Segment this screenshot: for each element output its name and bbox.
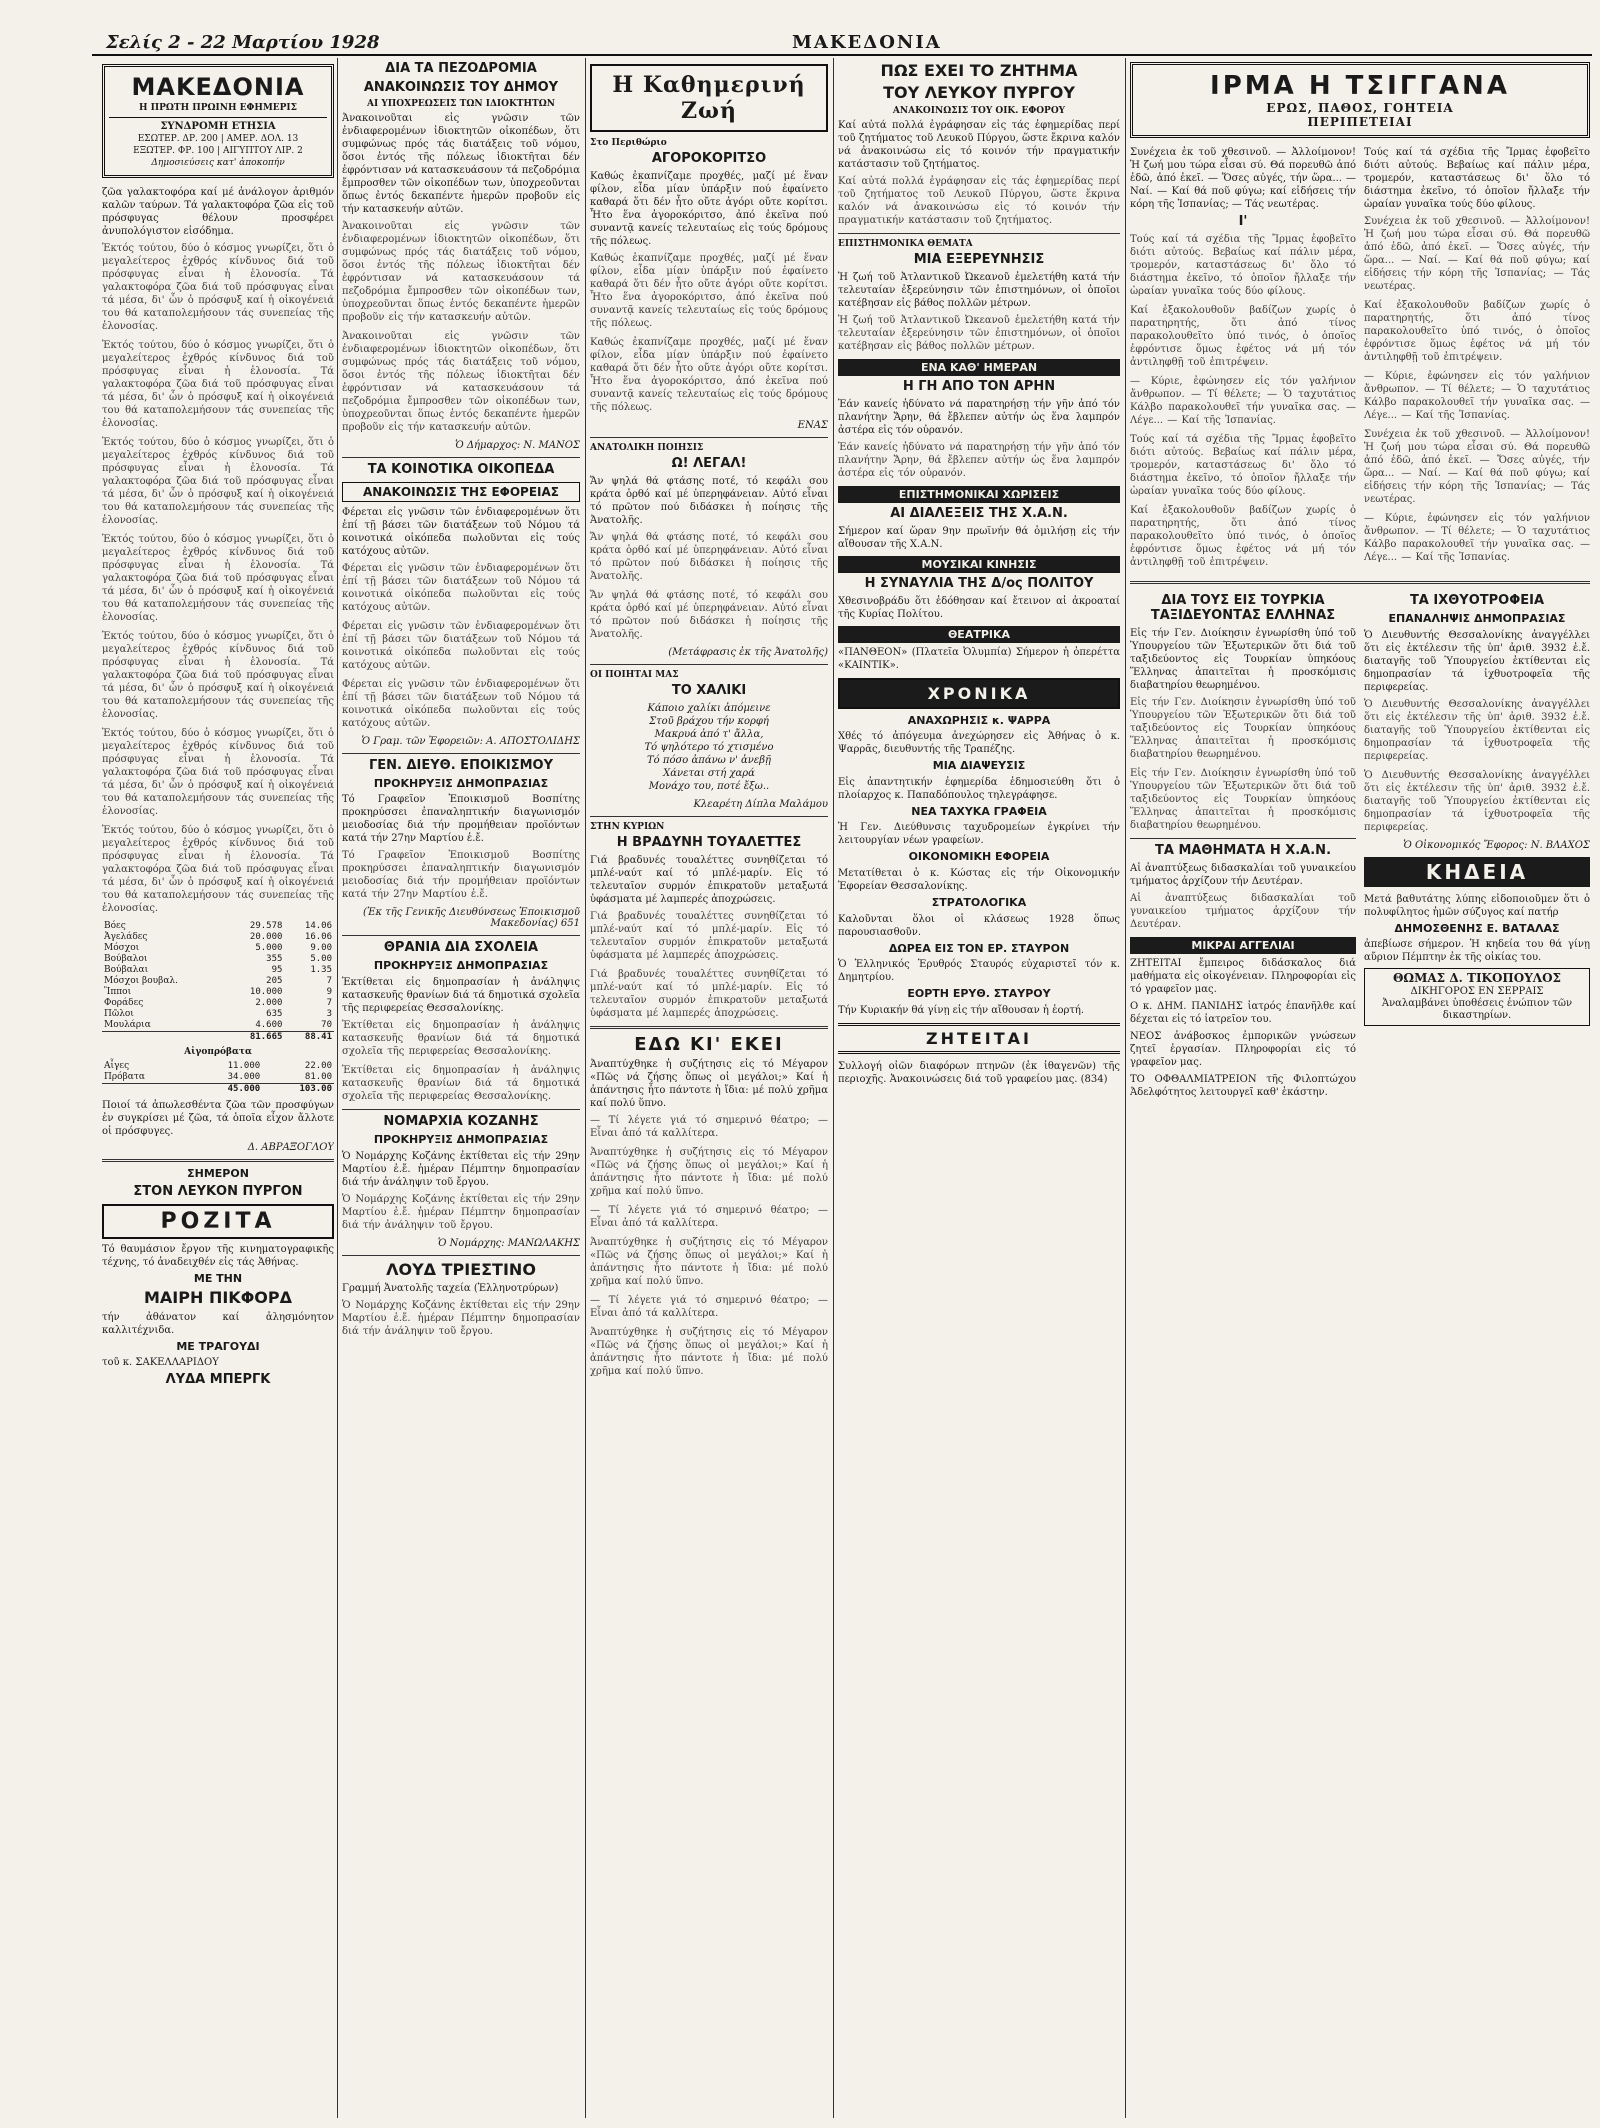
table-cell: 635 — [266, 1009, 283, 1019]
funeral-text: Μετά βαθυτάτης λύπης εἰδοποιοῦμεν ὅτι ὁ πολυφίλητος ἡμῶν σύζυγος καί πατήρ — [1364, 893, 1590, 918]
section-subheading: ΠΡΟΚΗΡΥΞΙΣ ΔΗΜΟΠΡΑΣΙΑΣ — [373, 776, 549, 790]
section-heading: ΕΔΩ ΚΙ' ΕΚΕΙ — [634, 1033, 784, 1055]
article-text: Ἐκτός τούτου, δύο ὁ κόσμος γνωρίζει, ὅτι ὁ μεγαλείτερος ἐχθρός κίνδυνος διά τοῦ πρόσφυγας εἶναι ἡ ἑλονοσία. Τά γαλακτοφόρα ζῶα διά τοῦ πρόσφυγας εἶναι τά μέσα, δι' ὧν ὁ πρόσφυξ καί ἡ οἰκογένειά του θά καταπολεμήσουν τάς συνεπείας τῆς ἑλονοσίας. — [102, 437, 334, 526]
poem-line: Τό πόσο ἀπάνω ν' ἀνεβῇ — [647, 754, 771, 766]
section-kicker: ΣΤΗΝ ΚΥΡΙΩΝ — [590, 821, 665, 832]
boxed-kicker: ΕΠΙΣΤΗΜΟΝΙΚΑΙ ΧΩΡΙΣΕΙΣ — [838, 486, 1120, 503]
table-cell: Πρόβατα — [104, 1072, 145, 1082]
signature: Ὁ Οἰκονομικός Ἔφορος: Ν. ΒΛΑΧΟΣ — [1403, 839, 1590, 851]
star-name: ΜΑΙΡΗ ΠΙΚΦΟΡΔ — [144, 1288, 292, 1308]
boxed-kicker: ΕΝΑ ΚΑΘ' ΗΜΕΡΑΝ — [838, 359, 1120, 376]
deceased-name: ΔΗΜΟΣΘΕΝΗΣ Ε. ΒΑΤΑΛΑΣ — [1394, 921, 1560, 935]
column-rule — [337, 58, 338, 2118]
section-heading: ΤΑ ΙΧΘΥΟΤΡΟΦΕΙΑ — [1409, 592, 1545, 608]
article-text: Φέρεται εἰς γνῶσιν τῶν ἐνδιαφερομένων ὅτι ἐπί τῇ βάσει τῶν διατάξεων τοῦ Νόμου τά κοινοτικά οἰκόπεδα πωλοῦνται εἰς τούς κατόχους αὐτῶν. — [342, 506, 580, 557]
ad-line: Ἀναλαμβάνει ὑποθέσεις ἐνώπιον τῶν δικαστηρίων. — [1381, 998, 1573, 1022]
masthead-subtitle: Η ΠΡΩΤΗ ΠΡΩΙΝΗ ΕΦΗΜΕΡΙΣ — [139, 103, 297, 113]
serial-text: Συνέχεια ἐκ τοῦ χθεσινοῦ. — Ἀλλοίμονον! Ἡ ζωή μου τώρα εἶσαι σύ. Θά πορευθῶ ἀπό ἐδῶ, ἀπό ἐκεῖ. — Ὅσες αὐγές, τήν ὥρα... — Ναί. — Καί θά ποῦ φύγω; καί εἰδήσεις τήν κόρη τῆς Ἰσπανίας; — Τάς νεωτέρας. — [1364, 429, 1590, 505]
article-text: Ἀναπτύχθηκε ἡ συζήτησις εἰς τό Μέγαρον «Πῶς νά ζήσης ὅπως οἱ μεγάλοι;» Καί ἡ ἀπάντησις ἦτο πάντοτε ἡ ἴδια: μέ πολύ χρῆμα καί πολύ ὕπνο. — [590, 1237, 828, 1288]
table-row — [102, 1084, 334, 1096]
article-text: Ἐκτός τούτου, δύο ὁ κόσμος γνωρίζει, ὅτι ὁ μεγαλείτερος ἐχθρός κίνδυνος διά τοῦ πρόσφυγας εἶναι ἡ ἑλονοσία. Τά γαλακτοφόρα ζῶα διά τοῦ πρόσφυγας εἶναι τά μέσα, δι' ὧν ὁ πρόσφυξ καί ἡ οἰκογένειά του θά καταπολεμήσουν τάς συνεπείας τῆς ἑλονοσίας. — [102, 243, 334, 332]
serial-subtitle: ΕΡΩΣ, ΠΑΘΟΣ, ΓΟΗΤΕΙΑ — [1266, 101, 1454, 115]
divider — [590, 437, 828, 438]
goats-table — [102, 1061, 334, 1095]
masthead-box — [102, 64, 334, 178]
section-heading: ΘΡΑΝΙΑ ΔΙΑ ΣΧΟΛΕΙΑ — [383, 940, 539, 956]
table-cell: Αἶγες — [104, 1061, 130, 1071]
article-text: Αἱ ἀναπτύξεως διδασκαλίαι τοῦ γυναικείου τμήματος ἀρχίζουν τήν Δευτέραν. — [1130, 892, 1356, 930]
signature: Κλεαρέτη Δίπλα Μαλάμου — [693, 798, 828, 810]
table-cell: 95 — [271, 965, 283, 975]
article-text: Ἐάν κανείς ἠδύνατο νά παρατηρήσῃ τήν γῆν ἀπό τόν πλανήτην Ἄρην, θά ἔβλεπεν αὐτήν ὡς ἕνα λαμπρόν ἀστέρα εἰς τόν οὐρανόν. — [838, 441, 1120, 479]
lower-section — [1130, 590, 1590, 1103]
news-text: Εἰς ἀπαντητικήν ἐφημερίδα ἐδημοσιεύθη ὅτι ὁ πλοίαρχος κ. Παπαδόπουλος τηλεγράφησε. — [838, 776, 1120, 801]
article-text: Ἐκτός τούτου, δύο ὁ κόσμος γνωρίζει, ὅτι ὁ μεγαλείτερος ἐχθρός κίνδυνος διά τοῦ πρόσφυγας εἶναι ἡ ἑλονοσία. Τά γαλακτοφόρα ζῶα διά τοῦ πρόσφυγας εἶναι τά μέσα, δι' ὧν ὁ πρόσφυξ καί ἡ οἰκογένειά του θά καταπολεμήσουν τάς συνεπείας τῆς ἑλονοσίας. — [102, 728, 334, 817]
table-row — [102, 1020, 334, 1032]
table-row — [102, 921, 334, 932]
serial-column — [1364, 146, 1590, 575]
section-kicker: ΑΝΑΤΟΛΙΚΗ ΠΟΙΗΣΙΣ — [590, 442, 704, 453]
divider — [590, 816, 828, 817]
table-cell: 11.000 — [227, 1061, 261, 1071]
column-rule — [1125, 58, 1126, 2118]
column-5 — [1130, 58, 1590, 2118]
table-cell: 1.35 — [310, 965, 332, 975]
news-text: Μετατίθεται ὁ κ. Κώστας εἰς τήν Οἰκονομικήν Ἐφορείαν Θεσσαλονίκης. — [838, 868, 1120, 893]
page-header — [92, 30, 1592, 56]
table-row — [102, 943, 334, 954]
news-heading: ΜΙΑ ΔΙΑΨΕΥΣΙΣ — [932, 759, 1026, 773]
table-row — [102, 1061, 334, 1072]
divider — [838, 233, 1120, 234]
column-1 — [102, 58, 334, 2118]
column-2 — [342, 58, 580, 2118]
article-text: Ἐκτός τούτου, δύο ὁ κόσμος γνωρίζει, ὅτι ὁ μεγαλείτερος ἐχθρός κίνδυνος διά τοῦ πρόσφυγας εἶναι ἡ ἑλονοσία. Τά γαλακτοφόρα ζῶα διά τοῦ πρόσφυγας εἶναι τά μέσα, δι' ὧν ὁ πρόσφυξ καί ἡ οἰκογένειά του θά καταπολεμήσουν τάς συνεπείας τῆς ἑλονοσίας. — [102, 340, 334, 429]
column-rule — [585, 58, 586, 2118]
poem-line: Μακρυά ἀπό τ' ἄλλα, — [654, 728, 764, 740]
table-cell: Ἀγελάδες — [104, 932, 148, 942]
table-row — [102, 1009, 334, 1020]
section-heading: Η ΓΗ ΑΠΟ ΤΟΝ ΑΡΗΝ — [902, 378, 1056, 394]
divider — [590, 1026, 828, 1029]
serial-body — [1130, 146, 1590, 575]
article-text: Ἀναπτύχθηκε ἡ συζήτησις εἰς τό Μέγαρον «Πῶς νά ζήσης ὅπως οἱ μεγάλοι;» Καί ἡ ἀπάντησις ἦτο πάντοτε ἡ ἴδια: μέ πολύ χρῆμα καί πολύ ὕπνο. — [590, 1059, 828, 1110]
article-text: Ἐκτός τούτου, δύο ὁ κόσμος γνωρίζει, ὅτι ὁ μεγαλείτερος ἐχθρός κίνδυνος διά τοῦ πρόσφυγας εἶναι ἡ ἑλονοσία. Τά γαλακτοφόρα ζῶα διά τοῦ πρόσφυγας εἶναι τά μέσα, δι' ὧν ὁ πρόσφυξ καί ἡ οἰκογένειά του θά καταπολεμήσουν τάς συνεπείας τῆς ἑλονοσίας. — [102, 825, 334, 914]
section-heading: ΤΑ ΜΑΘΗΜΑΤΑ Η Χ.Α.Ν. — [1154, 842, 1332, 858]
divider — [342, 457, 580, 458]
article-text: Ἄν ψηλά θά φτάσης ποτέ, τό κεφάλι σου κράτα ὁρθό καί μέ ὑπερηφάνειαν. Αὐτό εἶναι τό πρῶτον πού διδάσκει ἡ ποίησις τῆς Ἀνατολῆς. — [590, 531, 828, 582]
serial-text: Συνέχεια ἐκ τοῦ χθεσινοῦ. — Ἀλλοίμονον! Ἡ ζωή μου τώρα εἶσαι σύ. Θά πορευθῶ ἀπό ἐδῶ, ἀπό ἐκεῖ. — Ὅσες αὐγές, τήν ὥρα... — Ναί. — Καί θά ποῦ φύγω; καί εἰδήσεις τήν κόρη τῆς Ἰσπανίας; — Τάς νεωτέρας. — [1364, 216, 1590, 292]
table-cell: Μόσχοι βουβαλ. — [104, 976, 178, 986]
table-cell: Ἵπποι — [104, 987, 132, 997]
subscription-line: Δημοσιεύσεις κατ' ἀποκοπήν — [151, 158, 285, 168]
column-rule — [833, 58, 834, 2118]
table-cell: 2.000 — [255, 998, 283, 1008]
article-text: Τό Γραφεῖον Ἐποικισμοῦ Βοσπίτης προκηρύσσει ἐπαναληπτικήν διαγωνισμόν μειοδοσίας διά τήν προμήθειαν προϊόντων κατά τήν 27ην Μαρτίου ἐ.ἔ. — [342, 850, 580, 901]
section-heading: ΠΩΣ ΕΧΕΙ ΤΟ ΖΗΤΗΜΑ — [880, 61, 1078, 80]
table-cell: 45.000 — [190, 1084, 262, 1096]
boxed-kicker: ΜΟΥΣΙΚΑΙ ΚΙΝΗΣΙΣ — [838, 556, 1120, 573]
subscription-line: ΕΞΩΤΕΡ. ΦΡ. 100 | ΑΙΓΥΠΤΟΥ ΛΙΡ. 2 — [133, 146, 303, 156]
article-text: Ὁ Διευθυντής Θεσσαλονίκης ἀναγγέλλει ὅτι εἰς ἐκτέλεσιν τῆς ὑπ' ἀριθ. 3932 ἐ.ἔ. διαταγῆς τοῦ Ὑπουργείου ἐκτίθενται εἰς δημοπρασίαν τά ἰχθυοτροφεῖα τῆς περιφερείας. — [1364, 698, 1590, 762]
poem-line: Κάποιο χαλίκι ἀπόμεινε — [647, 702, 771, 714]
article-text: Χθεσινοβράδυ ὅτι ἐδόθησαν καί ἔτεινον αἱ ἀκροαταί τῆς Κυρίας Πολίτου. — [838, 595, 1120, 620]
news-text: Τήν Κυριακήν θά γίνῃ εἰς τήν αἴθουσαν ἡ ἑορτή. — [838, 1005, 1085, 1017]
serial-text: Συνέχεια ἐκ τοῦ χθεσινοῦ. — Ἀλλοίμονον! Ἡ ζωή μου τώρα εἶσαι σύ. Θά πορευθῶ ἀπό ἐδῶ, ἀπό ἐκεῖ. — Ὅσες αὐγές, τήν ὥρα... — Ναί. — Καί θά ποῦ φύγω; καί εἰδήσεις τήν κόρη τῆς Ἰσπανίας; — Τάς νεωτέρας. — [1130, 147, 1356, 210]
section-heading: ΝΟΜΑΡΧΙΑ ΚΟΖΑΝΗΣ — [383, 1113, 539, 1129]
serial-text: Τούς καί τά σχέδια τῆς Ἴρμας ἐφοβεῖτο διότι αὐτούς. Βεβαίως καί πάλιν μέρα, τρομερόν, καταστάσεως δι' ὅλο τό διάστημα ἐκεῖνο, τό ὁποῖον ἤλλαξε τήν ὡραίαν γυναῖκα τούς δύο φίλους. — [1130, 233, 1356, 297]
article-text: Ἄν ψηλά θά φτάσης ποτέ, τό κεφάλι σου κράτα ὁρθό καί μέ ὑπερηφάνειαν. Αὐτό εἶναι τό πρῶτον πού διδάσκει ἡ ποίησις τῆς Ἀνατολῆς. — [590, 589, 828, 640]
table-row — [102, 1032, 334, 1044]
classified-ad: Ο κ. ΔΗΜ. ΠΑΝΙΔΗΣ ἰατρός ἐπανῆλθε καί δέχεται εἰς τό ἰατρεῖον του. — [1130, 1000, 1356, 1025]
article-text: Ἐκτός τούτου, δύο ὁ κόσμος γνωρίζει, ὅτι ὁ μεγαλείτερος ἐχθρός κίνδυνος διά τοῦ πρόσφυγας εἶναι ἡ ἑλονοσία. Τά γαλακτοφόρα ζῶα διά τοῦ πρόσφυγας εἶναι τά μέσα, δι' ὧν ὁ πρόσφυξ καί ἡ οἰκογένειά του θά καταπολεμήσουν τάς συνεπείας τῆς ἑλονοσίας. — [102, 534, 334, 623]
table-row — [102, 998, 334, 1009]
article-text: ζῶα γαλακτοφόρα καί μέ ἀνάλογον ἀριθμόν καλῶν ταύρων. Τά γαλακτοφόρα ζῶα εἰς τοῦ πρόσφυγας θέλουν προσφέρει ἀνυπολόγιστον εἰσόδημα. — [102, 187, 334, 237]
table-cell: 5.000 — [255, 943, 283, 953]
news-heading: ΣΤΡΑΤΟΛΟΓΙΚΑ — [931, 896, 1027, 910]
article-text: — Τί λέγετε γιά τό σημερινό θέατρο; — Εἶναι ἀπό τά καλλίτερα. — [590, 1295, 828, 1320]
classified-ad: ΝΕΟΣ ἀνάβοσκος ἐμπορικῶν γνώσεων ζητεῖ ἐργασίαν. Πληροφορίαι εἰς τό γραφεῖον μας. — [1130, 1030, 1356, 1068]
article-text: Ἡ ζωή τοῦ Ἀτλαντικοῦ Ὠκεανοῦ ἐμελετήθη κατά τήν τελευταίαν ἐξερεύνησιν τῶν ἐπιστημόνων, οἱ ὁποῖοι κατέβησαν εἰς βάθος πολλῶν μέτρων. — [838, 271, 1120, 309]
serial-text: — Κύριε, ἐφώνησεν εἰς τόν γαλήνιον ἄνθρωπον. — Τί θέλετε; — Ὁ ταχυτάτιος Κάλβο παρακολουθεῖ τήν γυναῖκα σας. — Λέγε... — Καί τῆς Ἰσπανίας. — [1364, 513, 1590, 563]
table-row — [102, 932, 334, 943]
signature: Δ. ΑΒΡΑΞΟΓΛΟΥ — [247, 1142, 334, 1153]
article-text: Εἰς τήν Γεν. Διοίκησιν ἐγνωρίσθη ὑπό τοῦ Ὑπουργείου τῶν Ἐξωτερικῶν ὅτι διά τοῦ ταξιδεύοντος εἰς Τουρκίαν ὑπηκόους Ἕλληνας ἀπαιτεῖται ἡ προσκόμισις διαβατηρίου θεωρημένου. — [1130, 696, 1356, 760]
table-cell: 81.00 — [304, 1072, 332, 1082]
table-cell: 9.00 — [310, 943, 332, 953]
signature: Ὁ Νομάρχης: ΜΑΝΩΛΑΚΗΣ — [437, 1237, 580, 1249]
table-row — [102, 954, 334, 965]
section-heading: ΜΙΑ ΕΞΕΡΕΥΝΗΣΙΣ — [913, 251, 1045, 267]
serial-part: Ι' — [1238, 214, 1248, 229]
section-subheading: ΑΙ ΥΠΟΧΡΕΩΣΕΙΣ ΤΩΝ ΙΔΙΟΚΤΗΤΩΝ — [367, 98, 555, 109]
show-text: τήν ἀθάνατον καί ἀλησμόνητον καλλιτέχνιδα. — [102, 1311, 334, 1336]
divider — [342, 1109, 580, 1110]
table-cell: 14.06 — [304, 921, 332, 931]
news-text: Καλοῦνται ὅλοι οἱ κλάσεως 1928 ὅπως παρουσιασθοῦν. — [838, 913, 1120, 938]
article-text: Αἱ ἀναπτύξεως διδασκαλίαι τοῦ γυναικείου τμήματος ἀρχίζουν τήν Δευτέραν. — [1130, 862, 1356, 887]
table-row — [102, 1072, 334, 1084]
article-text: — Τί λέγετε γιά τό σημερινό θέατρο; — Εἶναι ἀπό τά καλλίτερα. — [590, 1205, 828, 1230]
article-text: Ἐκτός τούτου, δύο ὁ κόσμος γνωρίζει, ὅτι ὁ μεγαλείτερος ἐχθρός κίνδυνος διά τοῦ πρόσφυγας εἶναι ἡ ἑλονοσία. Τά γαλακτοφόρα ζῶα διά τοῦ πρόσφυγας εἶναι τά μέσα, δι' ὧν ὁ πρόσφυξ καί ἡ οἰκογένειά του θά καταπολεμήσουν τάς συνεπείας τῆς ἑλονοσίας. — [102, 631, 334, 720]
ad-line: ΔΙΚΗΓΟΡΟΣ ΕΝ ΣΕΡΡΑΙΣ — [1410, 986, 1544, 998]
section-heading: ΑΝΑΚΟΙΝΩΣΙΣ ΤΟΥ ΔΗΜΟΥ — [363, 79, 559, 95]
lawyer-ad — [1364, 968, 1590, 1026]
article-text: — Τί λέγετε γιά τό σημερινό θέατρο; — Εἶναι ἀπό τά καλλίτερα. — [590, 1115, 828, 1140]
article-text: Σήμερον καί ὥραν 9ην πρωϊνήν θά ὁμιλήσῃ εἰς τήν αἴθουσαν τῆς Χ.Α.Ν. — [838, 525, 1120, 550]
section-heading: ΑΙ ΔΙΑΛΕΞΕΙΣ ΤΗΣ Χ.Α.Ν. — [890, 505, 1068, 521]
section-subheading: ΑΝΑΚΟΙΝΩΣΙΣ ΤΗΣ ΕΦΟΡΕΙΑΣ — [342, 482, 580, 502]
column-3 — [590, 58, 828, 2118]
table-cell: 22.00 — [304, 1061, 332, 1071]
songs-label: ΜΕ ΤΡΑΓΟΥΔΙ — [176, 1339, 260, 1353]
table-cell: 5.00 — [310, 954, 332, 964]
section-heading: ΤΑ ΚΟΙΝΟΤΙΚΑ ΟΙΚΟΠΕΔΑ — [367, 461, 555, 477]
divider — [342, 753, 580, 754]
section-heading: ΤΟ ΧΑΛΙΚΙ — [671, 682, 747, 698]
article-text: Ἀνακοινοῦται εἰς γνῶσιν τῶν ἐνδιαφερομένων ἰδιοκτητῶν οἰκοπέδων, ὅτι συμφώνως πρός τάς διατάξεις τοῦ νόμου, ὅσοι ἐντός τῆς πόλεως ἰδιοκτῆται δέν ἐφρόντισαν νά κατασκευάσουν τά πεζοδρόμια ἔμπροσθεν τῶν οἰκοπέδων των, ὑποχρεοῦνται ὅπως ἐντός δεκαπέντε ἡμερῶν προβοῦν εἰς τήν κατασκευήν αὐτῶν. — [342, 330, 580, 433]
poem-line: Τό ψηλότερο τό χτισμένο — [644, 741, 774, 753]
classifieds-header: ΜΙΚΡΑΙ ΑΓΓΕΛΙΑΙ — [1130, 937, 1356, 954]
table-cell: 205 — [266, 976, 283, 986]
table-cell: 16.06 — [304, 932, 332, 942]
table-cell: 7 — [326, 998, 332, 1008]
article-text: Καθώς ἐκαπνίζαμε προχθές, μαζί μέ ἕναν φίλον, εἶδα μίαν ὑπάρξιν πού ἐφαίνετο καθαρά ὅτι δέν ἦτο οὔτε ἀγόρι οὔτε κορίτσι. Ἦτο ἕνα ἀγοροκόριτσο, ἀπό ἐκεῖνα πού συναντᾷ κανείς τελευταίως εἰς τούς δρόμους τῆς πόλεως. — [590, 336, 828, 413]
serial-text: Καί ἐξακολουθοῦν βαδίζων χωρίς ὁ παρατηρητής, ὅτι ἀπό τίνος παρακολουθεῖτο ὑπό τινός, ὁ ὁποῖος ἐφρόντισε ὅμως ἐφέτος νά μή τόν ἀντιληφθῇ τοῦ ἐπιτρέψειν. — [1130, 304, 1356, 368]
article-text: Ἀνακοινοῦται εἰς γνῶσιν τῶν ἐνδιαφερομένων ἰδιοκτητῶν οἰκοπέδων, ὅτι συμφώνως πρός τάς διατάξεις τοῦ νόμου, ὅσοι ἐντός τῆς πόλεως ἰδιοκτῆται δέν ἐφρόντισαν νά κατασκευάσουν τά πεζοδρόμια ἔμπροσθεν τῶν οἰκοπέδων των, ὑποχρεοῦνται ὅπως ἐντός δεκαπέντε ἡμερῶν προβοῦν εἰς τήν κατασκευήν αὐτῶν. — [342, 112, 580, 215]
boxed-kicker: ΘΕΑΤΡΙΚΑ — [838, 626, 1120, 643]
serial-subtitle: ΠΕΡΙΠΕΤΕΙΑΙ — [1307, 115, 1413, 129]
serial-column — [1130, 146, 1356, 575]
serial-text: Τούς καί τά σχέδια τῆς Ἴρμας ἐφοβεῖτο διότι αὐτούς. Βεβαίως καί πάλιν μέρα, τρομερόν, καταστάσεως δι' ὅλο τό διάστημα ἐκεῖνο, τό ὁποῖον ἤλλαξε τήν ὡραίαν γυναῖκα τούς δύο φίλους. — [1130, 433, 1356, 497]
article-text: Ἐκτίθεται εἰς δημοπρασίαν ἡ ἀνάληψις κατασκευῆς θρανίων διά τά δημοτικά σχολεῖα τῆς περιφερείας Θεσσαλονίκης. — [342, 1019, 580, 1057]
article-text: Γιά βραδυνές τουαλέττες συνηθίζεται τό μπλέ-ναύτ καί τό μπλέ-μαρίν. Εἰς τό τελευταῖον συρμόν ἐπικρατοῦν μεταξωτά ὑφάσματα μέ λαμπερές ἀποχρώσεις. — [590, 910, 828, 961]
table-cell: Βούβαλαι — [104, 965, 149, 975]
serial-text: Καί ἐξακολουθοῦν βαδίζων χωρίς ὁ παρατηρητής, ὅτι ἀπό τίνος παρακολουθεῖτο ὑπό τινός, ὁ ὁποῖος ἐφρόντισε ὅμως ἐφέτος νά μή τόν ἀντιληφθῇ τοῦ ἐπιτρέψειν. — [1364, 300, 1590, 363]
ad-name: ΘΩΜΑΣ Δ. ΤΙΚΟΠΟΥΛΟΣ — [1392, 971, 1562, 986]
poem-line: Μονάχο του, ποτέ ἔξω.. — [648, 780, 770, 792]
poem — [590, 702, 828, 793]
article-text: Φέρεται εἰς γνῶσιν τῶν ἐνδιαφερομένων ὅτι ἐπί τῇ βάσει τῶν διατάξεων τοῦ Νόμου τά κοινοτικά οἰκόπεδα πωλοῦνται εἰς τούς κατόχους αὐτῶν. — [342, 620, 580, 671]
paper-name: ΜΑΚΕΔΟΝΙΑ — [792, 32, 942, 53]
section-kicker: ΟΙ ΠΟΙΗΤΑΙ ΜΑΣ — [590, 669, 679, 680]
column-4 — [838, 58, 1120, 2118]
article-text: Ὁ Διευθυντής Θεσσαλονίκης ἀναγγέλλει ὅτι εἰς ἐκτέλεσιν τῆς ὑπ' ἀριθ. 3932 ἐ.ἔ. διαταγῆς τοῦ Ὑπουργείου ἐκτίθενται εἰς δημοπρασίαν τά ἰχθυοτροφεῖα τῆς περιφερείας. — [1364, 769, 1590, 833]
goats-title: Αἰγοπρόβατα — [184, 1047, 252, 1057]
songs-text: τοῦ κ. ΣΑΚΕΛΛΑΡΙΔΟΥ — [102, 1357, 219, 1369]
article-text: Καί αὐτά πολλά ἐγράφησαν εἰς τάς ἐφημερίδας περί τοῦ ζητήματος τοῦ Λευκοῦ Πύργου, ὥστε ἔκρινα καλόν νά ἀνακοινώσω εἰς τό κοινόν τήν πραγματικήν κατάστασιν τοῦ ζητήματος. — [838, 175, 1120, 226]
show-title: ΡΟΖΙΤΑ — [102, 1204, 334, 1239]
table-cell: 7 — [326, 976, 332, 986]
masthead-title: ΜΑΚΕΔΟΝΙΑ — [131, 73, 305, 101]
signature: (Μετάφρασις ἐκ τῆς Ἀνατολῆς) — [668, 646, 828, 658]
divider — [1130, 581, 1590, 584]
article-text: Ὁ Νομάρχης Κοζάνης ἐκτίθεται εἰς τήν 29ην Μαρτίου ἐ.ἔ. ἡμέραν Πέμπτην δημοπρασίαν διά τήν ἀνάληψιν τοῦ ἔργου. — [342, 1299, 580, 1337]
article-text: Ὁ Νομάρχης Κοζάνης ἐκτίθεται εἰς τήν 29ην Μαρτίου ἐ.ἔ. ἡμέραν Πέμπτην δημοπρασίαν διά τήν ἀνάληψιν τοῦ ἔργου. — [342, 1150, 580, 1188]
divider — [102, 1159, 334, 1162]
article-text: Ἀνακοινοῦται εἰς γνῶσιν τῶν ἐνδιαφερομένων ἰδιοκτητῶν οἰκοπέδων, ὅτι συμφώνως πρός τάς διατάξεις τοῦ νόμου, ὅσοι ἐντός τῆς πόλεως ἰδιοκτῆται δέν ἐφρόντισαν νά κατασκευάσουν τά πεζοδρόμια ἔμπροσθεν τῶν οἰκοπέδων των, ὑποχρεοῦνται ὅπως ἐντός δεκαπέντε ἡμερῶν προβοῦν εἰς τήν κατασκευήν αὐτῶν. — [342, 220, 580, 323]
table-cell: Μόσχοι — [104, 943, 140, 953]
article-text: Γραμμή Ἀνατολῆς ταχεία (Ἑλληνοτρύρων) — [342, 1282, 559, 1294]
divider — [590, 664, 828, 665]
table-cell: 70 — [321, 1020, 332, 1030]
section-subheading: ΠΡΟΚΗΡΥΞΙΣ ΔΗΜΟΠΡΑΣΙΑΣ — [373, 959, 549, 973]
table-cell: Μουλάρια — [104, 1020, 151, 1030]
classified-ad: ΖΗΤΕΙΤΑΙ ἔμπειρος διδάσκαλος διά μαθήματα εἰς οἰκογένειαν. Πληροφορίαι εἰς τό γραφεῖον μας. — [1130, 957, 1356, 995]
poem-line: Στοῦ βράχου τήν κορφή — [649, 715, 769, 727]
signature: Ὁ Γραμ. τῶν Ἐφορειῶν: Α. ΑΠΟΣΤΟΛΙΔΗΣ — [361, 735, 580, 747]
funeral-text: ἀπεβίωσε σήμερον. Ἡ κηδεία του θά γίνῃ αὔριον Πέμπτην ἐκ τῆς οἰκίας του. — [1364, 939, 1590, 964]
poem-line: Χάνεται στή χαρά — [663, 767, 755, 779]
table-cell — [102, 1032, 226, 1044]
table-cell: 355 — [266, 954, 283, 964]
table-row — [102, 976, 334, 987]
article-text: Εἰς τήν Γεν. Διοίκησιν ἐγνωρίσθη ὑπό τοῦ Ὑπουργείου τῶν Ἐξωτερικῶν ὅτι διά τοῦ ταξιδεύοντος εἰς Τουρκίαν ὑπηκόους Ἕλληνας ἀπαιτεῖται ἡ προσκόμισις διαβατηρίου θεωρημένου. — [1130, 627, 1356, 691]
section-heading: Ω! ΛΕΓΑΛ! — [671, 455, 747, 471]
subscription-title: ΣΥΝΔΡΟΜΗ ΕΤΗΣΙΑ — [160, 121, 276, 132]
table-cell: Πῶλοι — [104, 1009, 134, 1019]
section-heading: Η ΣΥΝΑΥΛΙΑ ΤΗΣ Δ/ος ΠΟΛΙΤΟΥ — [864, 575, 1094, 591]
lower-left-column — [1130, 590, 1356, 1103]
article-text: Φέρεται εἰς γνῶσιν τῶν ἐνδιαφερομένων ὅτι ἐπί τῇ βάσει τῶν διατάξεων τοῦ Νόμου τά κοινοτικά οἰκόπεδα πωλοῦνται εἰς τούς κατόχους αὐτῶν. — [342, 562, 580, 613]
star-label: ΜΕ ΤΗΝ — [193, 1271, 243, 1285]
news-heading: ΑΝΑΧΩΡΗΣΙΣ κ. ΨΑΡΡΑ — [907, 713, 1051, 727]
feature-title: Η Καθημερινή Ζωή — [590, 64, 828, 132]
section-heading: ΑΓΟΡΟΚΟΡΙΤΣΟ — [651, 151, 767, 166]
serial-text: Καί ἐξακολουθοῦν βαδίζων χωρίς ὁ παρατηρητής, ὅτι ἀπό τίνος παρακολουθεῖτο ὑπό τινός, ὁ ὁποῖος ἐφρόντισε ὅμως ἐφέτος νά μή τόν ἀντιληφθῇ τοῦ ἐπιτρέψειν. — [1130, 504, 1356, 568]
divider — [1130, 838, 1356, 839]
article-text: Ἐκτίθεται εἰς δημοπρασίαν ἡ ἀνάληψις κατασκευῆς θρανίων διά τά δημοτικά σχολεῖα τῆς περιφερείας Θεσσαλονίκης. — [342, 1064, 580, 1102]
article-text: Ὁ Διευθυντής Θεσσαλονίκης ἀναγγέλλει ὅτι εἰς ἐκτέλεσιν τῆς ὑπ' ἀριθ. 3932 ἐ.ἔ. διαταγῆς τοῦ Ὑπουργείου ἐκτίθενται εἰς δημοπρασίαν τά ἰχθυοτροφεῖα τῆς περιφερείας. — [1364, 629, 1590, 693]
divider — [342, 1255, 580, 1256]
article-text: Ἡ ζωή τοῦ Ἀτλαντικοῦ Ὠκεανοῦ ἐμελετήθη κατά τήν τελευταίαν ἐξερεύνησιν τῶν ἐπιστημόνων, οἱ ὁποῖοι κατέβησαν εἰς βάθος πολλῶν μέτρων. — [838, 314, 1120, 352]
table-cell: 10.000 — [249, 987, 283, 997]
serial-text: Τούς καί τά σχέδια τῆς Ἴρμας ἐφοβεῖτο διότι αὐτούς. Βεβαίως καί πάλιν μέρα, τρομερόν, καταστάσεως δι' ὅλο τό διάστημα ἐκεῖνο, τό ὁποῖον ἤλλαξε τήν ὡραίαν γυναῖκα τούς δύο φίλους. — [1364, 147, 1590, 210]
subscription-line: ΕΣΩΤΕΡ. ΔΡ. 200 | ΑΜΕΡ. ΔΟΛ. 13 — [137, 134, 299, 144]
date-line: Σελίς 2 - 22 Μαρτίου 1928 — [106, 32, 380, 53]
news-heading: ΝΕΑ ΤΑΧΥΚΑ ΓΡΑΦΕΙΑ — [911, 804, 1047, 818]
section-subheading: ΑΝΑΚΟΙΝΩΣΙΣ ΤΟΥ ΟΙΚ. ΕΦΟΡΟΥ — [892, 105, 1066, 116]
section-kicker: Στο Περιθώριο — [590, 138, 667, 148]
serial-text: — Κύριε, ἐφώνησεν εἰς τόν γαλήνιον ἄνθρωπον. — Τί θέλετε; — Ὁ ταχυτάτιος Κάλβο παρακολουθεῖ τήν γυναῖκα σας. — Λέγε... — Καί τῆς Ἰσπανίας. — [1364, 371, 1590, 421]
serial-text: — Κύριε, ἐφώνησεν εἰς τόν γαλήνιον ἄνθρωπον. — Τί θέλετε; — Ὁ ταχυτάτιος Κάλβο παρακολουθεῖ τήν γυναῖκα σας. — Λέγε... — Καί τῆς Ἰσπανίας. — [1130, 375, 1356, 426]
classified-ad: ΤΟ ΟΦΘΑΛΜΙΑΤΡΕΙΟΝ τῆς Φιλοπτώχου Ἀδελφότητος λειτουργεῖ καθ' ἑκάστην. — [1130, 1073, 1356, 1098]
lower-right-column — [1364, 590, 1590, 1103]
news-text: Χθές τό ἀπόγευμα ἀνεχώρησεν εἰς Ἀθήνας ὁ κ. Ψαρρᾶς, διευθυντής τῆς Τραπέζης. — [838, 731, 1120, 756]
songs-singer: ΛΥΔΑ ΜΠΕΡΓΚ — [165, 1372, 271, 1388]
news-text: Ἡ Γεν. Διεύθυνσις ταχυδρομείων ἐγκρίνει τήν λειτουργίαν νέων γραφείων. — [838, 822, 1120, 847]
news-text: Ὁ Ἑλληνικός Ἐρυθρός Σταυρός εὐχαριστεῖ τόν κ. Δημητρίου. — [838, 959, 1120, 984]
section-heading: ΔΙΑ ΤΟΥΣ ΕΙΣ ΤΟΥΡΚΙΑ ΤΑΞΙΔΕΥΟΝΤΑΣ ΕΛΛΗΝΑΣ — [1150, 592, 1336, 623]
article-text: Ὁ Νομάρχης Κοζάνης ἐκτίθεται εἰς τήν 29ην Μαρτίου ἐ.ἔ. ἡμέραν Πέμπτην δημοπρασίαν διά τήν ἀνάληψιν τοῦ ἔργου. — [342, 1193, 580, 1231]
signature: ΕΝΑΣ — [797, 419, 828, 431]
wanted-banner: ΖΗΤΕΙΤΑΙ — [838, 1023, 1120, 1054]
article-text: Ἀναπτύχθηκε ἡ συζήτησις εἰς τό Μέγαρον «Πῶς νά ζήσης ὅπως οἱ μεγάλοι;» Καί ἡ ἀπάντησις ἦτο πάντοτε ἡ ἴδια: μέ πολύ χρῆμα καί πολύ ὕπνο. — [590, 1327, 828, 1378]
article-text: Ποιοί τά ἀπωλεσθέντα ζῶα τῶν προσφύγων ἐν συγκρίσει μέ ζῶα, τά ὁποῖα εἶχον ἄλλοτε οἱ πρόσφυγες. — [102, 1100, 334, 1137]
table-cell: 81.665 — [226, 1032, 284, 1044]
article-text: Ἐκτίθεται εἰς δημοπρασίαν ἡ ἀνάληψις κατασκευῆς θρανίων διά τά δημοτικά σχολεῖα τῆς περιφερείας Θεσσαλονίκης. — [342, 976, 580, 1014]
serial-title: ΙΡΜΑ Η ΤΣΙΓΓΑΝΑ — [1210, 71, 1510, 101]
signature: Ὁ Δήμαρχος: Ν. ΜΑΝΟΣ — [455, 439, 580, 451]
article-text: Καθώς ἐκαπνίζαμε προχθές, μαζί μέ ἕναν φίλον, εἶδα μίαν ὑπάρξιν πού ἐφαίνετο καθαρά ὅτι δέν ἦτο οὔτε ἀγόρι οὔτε κορίτσι. Ἦτο ἕνα ἀγοροκόριτσο, ἀπό ἐκεῖνα πού συναντᾷ κανείς τελευταίως εἰς τούς δρόμους τῆς πόλεως. — [590, 252, 828, 329]
article-text: Ἀναπτύχθηκε ἡ συζήτησις εἰς τό Μέγαρον «Πῶς νά ζήσης ὅπως οἱ μεγάλοι;» Καί ἡ ἀπάντησις ἦτο πάντοτε ἡ ἴδια: μέ πολύ χρῆμα καί πολύ ὕπνο. — [590, 1147, 828, 1198]
section-subheading: ΠΡΟΚΗΡΥΞΙΣ ΔΗΜΟΠΡΑΣΙΑΣ — [373, 1132, 549, 1146]
article-text: Γιά βραδυνές τουαλέττες συνηθίζεται τό μπλέ-ναύτ καί τό μπλέ-μαρίν. Εἰς τό τελευταῖον συρμόν ἐπικρατοῦν μεταξωτά ὑφάσματα μέ λαμπερές ἀποχρώσεις. — [590, 968, 828, 1019]
show-text: Τό θαυμάσιον ἔργον τῆς κινηματογραφικῆς τέχνης, τό ἀναδειχθέν εἰς τάς Ἀθήνας. — [102, 1243, 334, 1268]
section-heading: ΛΟΥΔ ΤΡΙΕΣΤΙΝΟ — [386, 1259, 536, 1279]
news-heading: ΔΩΡΕΑ ΕΙΣ ΤΟΝ ΕΡ. ΣΤΑΥΡΟΝ — [888, 941, 1070, 955]
signature: (Ἐκ τῆς Γενικῆς Διευθύνσεως Ἐποικισμοῦ Μακεδονίας) 651 — [363, 907, 580, 930]
table-cell: 88.41 — [284, 1032, 334, 1044]
chronicle-banner: ΧΡΟΝΙΚΑ — [838, 678, 1120, 709]
section-kicker: ΕΠΙΣΤΗΜΟΝΙΚΑ ΘΕΜΑΤΑ — [838, 238, 973, 249]
article-text: Καί αὐτά πολλά ἐγράφησαν εἰς τάς ἐφημερίδας περί τοῦ ζητήματος τοῦ Λευκοῦ Πύργου, ὥστε ἔκρινα καλόν νά ἀνακοινώσω εἰς τό κοινόν τήν πραγματικήν κατάστασιν τοῦ ζητήματος. — [838, 119, 1120, 170]
table-row — [102, 987, 334, 998]
section-heading: ΔΙΑ ΤΑ ΠΕΖΟΔΡΟΜΙΑ — [385, 61, 537, 76]
wanted-text: Συλλογή οἰῶν διαφόρων πτηνῶν (ἐκ ἰθαγενῶν) τῆς περιοχῆς. Ἀνακοινώσεις διά τοῦ γραφείου μας. (834) — [838, 1061, 1120, 1086]
news-heading: ΟΙΚΟΝΟΜΙΚΗ ΕΦΟΡΕΙΑ — [908, 850, 1050, 864]
funeral-banner: ΚΗΔΕΙΑ — [1364, 857, 1590, 887]
table-cell: 9 — [326, 987, 332, 997]
table-cell: 20.000 — [249, 932, 283, 942]
article-text: Καθώς ἐκαπνίζαμε προχθές, μαζί μέ ἕναν φίλον, εἶδα μίαν ὑπάρξιν πού ἐφαίνετο καθαρά ὅτι δέν ἦτο οὔτε ἀγόρι οὔτε κορίτσι. Ἦτο ἕνα ἀγοροκόριτσο, ἀπό ἐκεῖνα πού συναντᾷ κανείς τελευταίως εἰς τούς δρόμους τῆς πόλεως. — [590, 170, 828, 247]
table-cell: 29.578 — [249, 921, 283, 931]
divider — [342, 935, 580, 936]
table-row — [102, 965, 334, 976]
section-heading: ΤΟΥ ΛΕΥΚΟΥ ΠΥΡΓΟΥ — [883, 83, 1075, 103]
article-text: Γιά βραδυνές τουαλέττες συνηθίζεται τό μπλέ-ναύτ καί τό μπλέ-μαρίν. Εἰς τό τελευταῖον συρμόν ἐπικρατοῦν μεταξωτά ὑφάσματα μέ λαμπερές ἀποχρώσεις. — [590, 854, 828, 905]
news-heading: ΕΟΡΤΗ ΕΡΥΘ. ΣΤΑΥΡΟΥ — [907, 987, 1051, 1001]
section-heading: Η ΒΡΑΔΥΝΗ ΤΟΥΑΛΕΤΤΕΣ — [616, 834, 802, 850]
article-text: Ἄν ψηλά θά φτάσης ποτέ, τό κεφάλι σου κράτα ὁρθό καί μέ ὑπερηφάνειαν. Αὐτό εἶναι τό πρῶτον πού διδάσκει ἡ ποίησις τῆς Ἀνατολῆς. — [590, 475, 828, 526]
article-text: Φέρεται εἰς γνῶσιν τῶν ἐνδιαφερομένων ὅτι ἐπί τῇ βάσει τῶν διατάξεων τοῦ Νόμου τά κοινοτικά οἰκόπεδα πωλοῦνται εἰς τούς κατόχους αὐτῶν. — [342, 678, 580, 729]
section-subheading: ΕΠΑΝΑΛΗΨΙΣ ΔΗΜΟΠΡΑΣΙΑΣ — [1388, 611, 1566, 625]
table-cell: 34.000 — [227, 1072, 261, 1082]
section-heading: ΓΕΝ. ΔΙΕΥΘ. ΕΠΟΙΚΙΣΜΟΥ — [368, 757, 554, 773]
table-cell: 3 — [326, 1009, 332, 1019]
today-label: ΣΗΜΕΡΟΝ — [187, 1167, 249, 1180]
livestock-table — [102, 921, 334, 1043]
theater-label: ΣΤΟΝ ΛΕΥΚΟΝ ΠΥΡΓΟΝ — [133, 1183, 303, 1199]
table-cell: Βόες — [104, 921, 126, 931]
table-cell: 4.600 — [255, 1020, 283, 1030]
table-cell: Φοράδες — [104, 998, 144, 1008]
article-text: Τό Γραφεῖον Ἐποικισμοῦ Βοσπίτης προκηρύσσει ἐπαναληπτικήν διαγωνισμόν μειοδοσίας διά τήν προμήθειαν προϊόντων κατά τήν 27ην Μαρτίου ἐ.ἔ. — [342, 794, 580, 845]
table-cell — [102, 1084, 190, 1096]
table-cell: Βούβαλοι — [104, 954, 148, 964]
serial-banner — [1130, 62, 1590, 138]
table-cell: 103.00 — [262, 1084, 334, 1096]
article-text: Εἰς τήν Γεν. Διοίκησιν ἐγνωρίσθη ὑπό τοῦ Ὑπουργείου τῶν Ἐξωτερικῶν ὅτι διά τοῦ ταξιδεύοντος εἰς Τουρκίαν ὑπηκόους Ἕλληνας ἀπαιτεῖται ἡ προσκόμισις διαβατηρίου θεωρημένου. — [1130, 767, 1356, 831]
article-text: Ἐάν κανείς ἠδύνατο νά παρατηρήσῃ τήν γῆν ἀπό τόν πλανήτην Ἄρην, θά ἔβλεπεν αὐτήν ὡς ἕνα λαμπρόν ἀστέρα εἰς τόν οὐρανόν. — [838, 398, 1120, 436]
subscription-box — [109, 117, 327, 169]
article-text: «ΠΑΝΘΕΟΝ» (Πλατεῖα Ὀλυμπία) Σήμερον ἡ ὀπερέττα «ΚΑΙΝΤΙΚ». — [838, 646, 1120, 671]
